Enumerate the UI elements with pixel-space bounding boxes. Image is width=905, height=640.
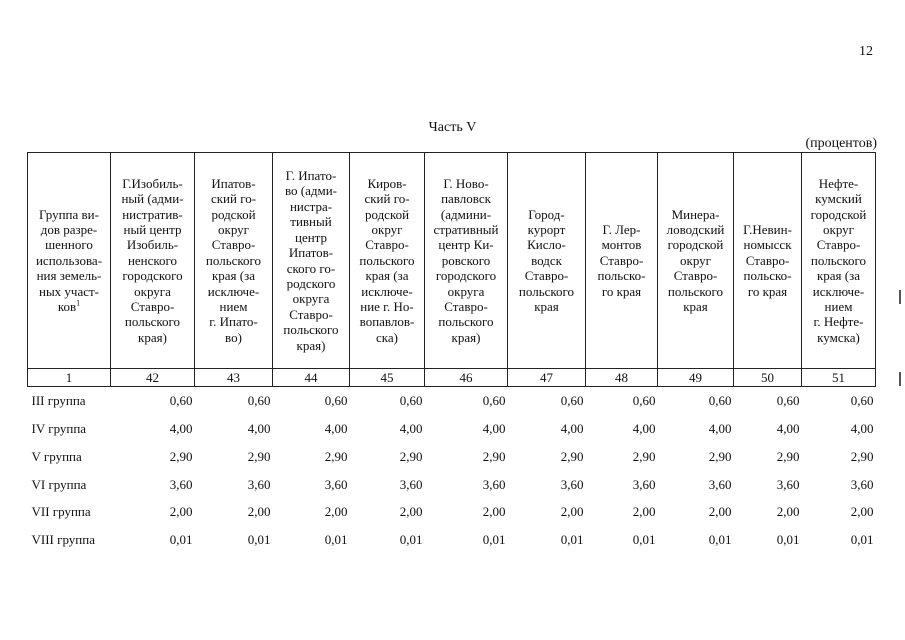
- group-cell: III группа: [31, 393, 86, 409]
- value-cell: 0,01: [776, 532, 800, 548]
- value-cell: 0,60: [708, 393, 732, 409]
- value-cell: 2,90: [399, 448, 423, 464]
- page-number: 12: [859, 44, 873, 59]
- value-cell: 0,60: [560, 393, 584, 409]
- footnote-marker: 1: [76, 298, 81, 308]
- column-number: 45: [350, 369, 425, 387]
- value-cell: 2,00: [776, 504, 800, 520]
- value-cell: 3,60: [169, 476, 193, 492]
- value-cell: 0,60: [399, 393, 423, 409]
- column-number-row: [28, 369, 876, 387]
- table-row: [28, 526, 876, 554]
- value-cell: 0,60: [169, 393, 193, 409]
- scan-edge-mark: [899, 372, 901, 386]
- table-body: [28, 387, 876, 554]
- value-cell: 2,90: [247, 448, 271, 464]
- value-cell: 4,00: [169, 420, 193, 436]
- table-row: [28, 498, 876, 526]
- value-cell: 2,00: [708, 504, 732, 520]
- value-cell: 3,60: [247, 476, 271, 492]
- column-number: 43: [195, 369, 273, 387]
- value-cell: 2,90: [632, 448, 656, 464]
- value-cell: 4,00: [247, 420, 271, 436]
- column-number: 1: [28, 369, 111, 387]
- group-cell: V группа: [31, 448, 82, 464]
- header-column: Г.Изобиль- ный (адми- нистратив- ный центр Изобиль- ненского городского округа Ставро- польского края): [111, 153, 195, 369]
- header-column: Г. Ново- павловск (админи- стративный центр Ки- ровского городского округа Ставро- польского края): [425, 153, 508, 369]
- value-cell: 0,01: [247, 532, 271, 548]
- units-label: (процентов): [805, 136, 877, 151]
- value-cell: 4,00: [324, 420, 348, 436]
- value-cell: 2,00: [632, 504, 656, 520]
- column-number: 49: [658, 369, 734, 387]
- header-column: Г. Лер- монтов Ставро- польско- го края: [586, 153, 658, 369]
- column-number: 51: [802, 369, 876, 387]
- column-number: 44: [273, 369, 350, 387]
- group-cell: VIII группа: [31, 532, 95, 548]
- value-cell: 2,00: [560, 504, 584, 520]
- value-cell: 2,90: [708, 448, 732, 464]
- value-cell: 2,00: [169, 504, 193, 520]
- column-number: 50: [734, 369, 802, 387]
- value-cell: 0,01: [169, 532, 193, 548]
- value-cell: 2,00: [399, 504, 423, 520]
- table-row: [28, 443, 876, 471]
- header-row: [28, 153, 876, 369]
- value-cell: 0,60: [482, 393, 506, 409]
- value-cell: 3,60: [324, 476, 348, 492]
- value-cell: 0,01: [482, 532, 506, 548]
- column-number: 42: [111, 369, 195, 387]
- value-cell: 2,00: [324, 504, 348, 520]
- value-cell: 3,60: [482, 476, 506, 492]
- value-cell: 3,60: [776, 476, 800, 492]
- value-cell: 2,00: [247, 504, 271, 520]
- header-column: Ипатов- ский го- родской округ Ставро- польского края (за исключе- нием г. Ипато- во): [195, 153, 273, 369]
- value-cell: 4,00: [399, 420, 423, 436]
- column-number: 46: [425, 369, 508, 387]
- part-title: Часть V: [428, 120, 477, 135]
- group-cell: VI группа: [31, 476, 87, 492]
- header-column: Нефте- кумский городской округ Ставро- польского края (за исключе- нием г. Нефте- кумска): [802, 153, 876, 369]
- value-cell: 2,00: [850, 504, 874, 520]
- table-row: [28, 470, 876, 498]
- value-cell: 0,01: [850, 532, 874, 548]
- value-cell: 2,90: [324, 448, 348, 464]
- value-cell: 3,60: [399, 476, 423, 492]
- column-number: 48: [586, 369, 658, 387]
- table-row: [28, 387, 876, 415]
- value-cell: 4,00: [560, 420, 584, 436]
- scan-edge-mark: [899, 290, 901, 304]
- value-cell: 2,90: [776, 448, 800, 464]
- value-cell: 4,00: [482, 420, 506, 436]
- value-cell: 0,01: [399, 532, 423, 548]
- value-cell: 0,01: [632, 532, 656, 548]
- header-column: Минера- ловодский городской округ Ставро- польского края: [658, 153, 734, 369]
- value-cell: 0,01: [708, 532, 732, 548]
- value-cell: 0,60: [850, 393, 874, 409]
- value-cell: 3,60: [850, 476, 874, 492]
- value-cell: 3,60: [632, 476, 656, 492]
- value-cell: 2,90: [482, 448, 506, 464]
- table-row: [28, 415, 876, 443]
- value-cell: 4,00: [632, 420, 656, 436]
- column-number: 47: [508, 369, 586, 387]
- value-cell: 0,60: [247, 393, 271, 409]
- value-cell: 0,01: [324, 532, 348, 548]
- header-column: Киров- ский го- родской округ Ставро- польского края (за исключе- ние г. Но- вопавлов- ска): [350, 153, 425, 369]
- value-cell: 0,60: [324, 393, 348, 409]
- value-cell: 0,01: [560, 532, 584, 548]
- header-column: Г.Невин- номысск Ставро- польско- го края: [734, 153, 802, 369]
- rates-table: [27, 152, 876, 554]
- value-cell: 0,60: [776, 393, 800, 409]
- value-cell: 0,60: [632, 393, 656, 409]
- header-column: Город- курорт Кисло- водск Ставро- польского края: [508, 153, 586, 369]
- value-cell: 4,00: [708, 420, 732, 436]
- value-cell: 2,90: [169, 448, 193, 464]
- header-column: Г. Ипато- во (адми- нистра- тивный центр Ипатов- ского го- родского округа Ставро- польского края): [273, 153, 350, 369]
- value-cell: 2,90: [560, 448, 584, 464]
- value-cell: 4,00: [776, 420, 800, 436]
- value-cell: 4,00: [850, 420, 874, 436]
- header-group-column: [28, 153, 111, 369]
- value-cell: 2,00: [482, 504, 506, 520]
- group-cell: VII группа: [31, 504, 91, 520]
- value-cell: 3,60: [708, 476, 732, 492]
- group-cell: IV группа: [31, 420, 87, 436]
- value-cell: 2,90: [850, 448, 874, 464]
- value-cell: 3,60: [560, 476, 584, 492]
- header-group-label: Группа ви- дов разре- шенного использова- ния земель- ных участ- ков: [35, 206, 103, 315]
